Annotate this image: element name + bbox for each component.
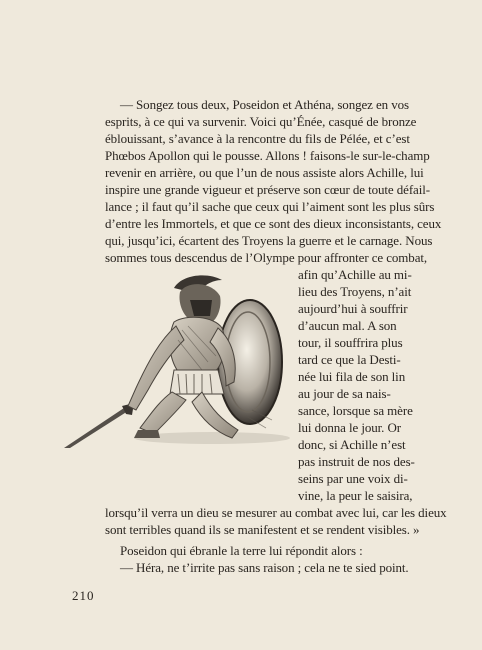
text-line: Poseidon qui ébranle la terre lui répondit alors : bbox=[120, 543, 363, 558]
text-line: lorsqu’il verra un dieu se mesurer au combat avec lui, car les dieux bbox=[105, 505, 447, 520]
text-line: inspire une grande vigueur et préserve son cœur de toute défail- bbox=[105, 182, 430, 197]
text-line: au jour de sa nais- bbox=[298, 386, 391, 401]
text-line: éblouissant, s’avance à la rencontre du fils de Pélée, et c’est bbox=[105, 131, 410, 146]
text-line: — Songez tous deux, Poseidon et Athéna, songez en vos bbox=[120, 97, 409, 112]
text-line: d’entre les Immortels, et que ce sont des dieux inconsistants, ceux bbox=[105, 216, 442, 231]
text-line: tard ce que la Desti- bbox=[298, 352, 401, 367]
text-line: lance ; il faut qu’il sache que ceux qui l’aiment sont les plus sûrs bbox=[105, 199, 435, 214]
page-number: 210 bbox=[72, 588, 95, 603]
text-line: Phœbos Apollon qui le pousse. Allons ! faisons-le sur-le-champ bbox=[105, 148, 430, 163]
text-line: lui donna le jour. Or bbox=[298, 420, 401, 435]
text-line: revenir en arrière, ou que l’un de nous assiste alors Achille, lui bbox=[105, 165, 424, 180]
text-line: — Héra, ne t’irrite pas sans raison ; cela ne te sied point. bbox=[120, 560, 409, 575]
text-line: vine, la peur le saisira, bbox=[298, 488, 413, 503]
text-line: sance, lorsque sa mère bbox=[298, 403, 413, 418]
text-line: seins par une voix di- bbox=[298, 471, 408, 486]
text-line: aujourd’hui à souffrir bbox=[298, 301, 408, 316]
text-line: pas instruit de nos des- bbox=[298, 454, 415, 469]
text-line: qui, jusqu’ici, écartent des Troyens la guerre et le carnage. Nous bbox=[105, 233, 433, 248]
text-line: d’aucun mal. A son bbox=[298, 318, 397, 333]
text-line: sommes tous descendus de l’Olympe pour affronter ce combat, bbox=[105, 250, 428, 265]
text-line: esprits, à ce qui va survenir. Voici qu’Énée, casqué de bronze bbox=[105, 114, 417, 129]
text-line: donc, si Achille n’est bbox=[298, 437, 406, 452]
text-line: née lui fila de son lin bbox=[298, 369, 406, 384]
text-line: afin qu’Achille au mi- bbox=[298, 267, 412, 282]
text-line: lieu des Troyens, n’ait bbox=[298, 284, 412, 299]
text-line: sont terribles quand ils se manifestent et se rendent visibles. » bbox=[105, 522, 420, 537]
text-line: tour, il souffrira plus bbox=[298, 335, 403, 350]
warrior-illustration bbox=[62, 270, 294, 450]
